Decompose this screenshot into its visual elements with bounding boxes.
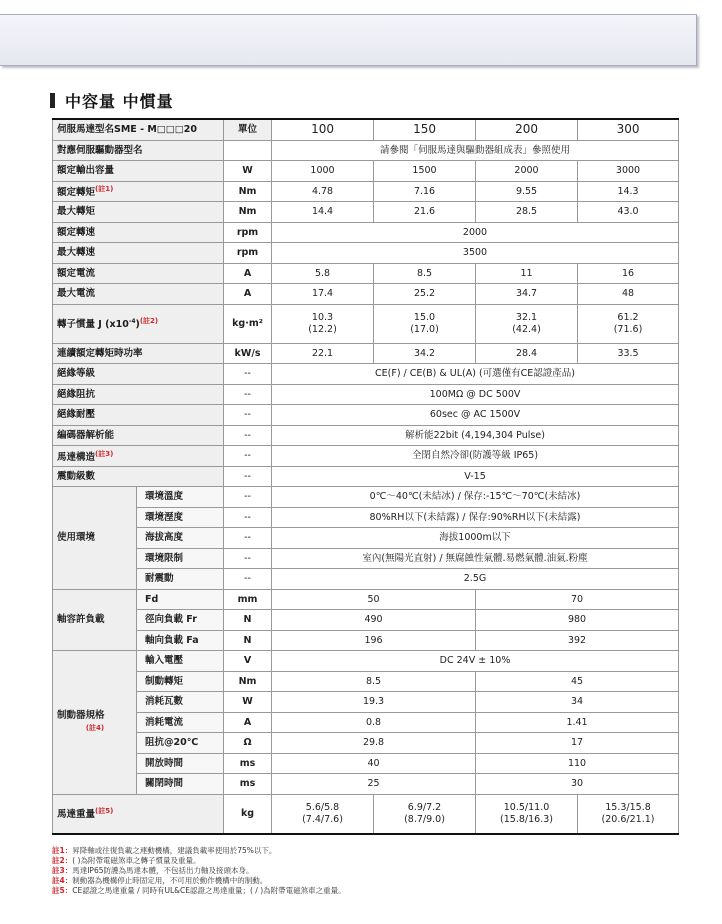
row-label: 最大電流 <box>53 284 224 305</box>
unit-cell: Nm <box>224 181 272 202</box>
unit-cell: rpm <box>224 243 272 264</box>
row-label <box>53 446 224 467</box>
model-label: 伺服馬達型名SME - M□□□20 <box>53 119 224 140</box>
value-cell: 28.5 <box>476 202 578 223</box>
value-cell: 8.5 <box>272 671 476 692</box>
value-cell: 14.3 <box>578 181 679 202</box>
row-label: 絕緣阻抗 <box>53 384 224 405</box>
value-cell: 43.0 <box>578 202 679 223</box>
value-main: 6.9/7.2 <box>407 801 442 813</box>
value-main: 10.5/11.0 <box>503 801 550 813</box>
row-label: 編碼器解析能 <box>53 425 224 446</box>
unit-cell: kg·m² <box>224 304 272 343</box>
row-label-exponent: -4 <box>128 318 136 326</box>
value-cell: 110 <box>476 753 679 774</box>
table-row <box>53 384 679 405</box>
value-cell: DC 24V ± 10% <box>272 651 679 672</box>
value-cell: 8.5 <box>374 263 476 284</box>
footnote-tag: 註1： <box>52 846 73 855</box>
footnote-text: 昇降軸或往復負載之連動機構，建議負載率使用於75%以下。 <box>72 846 277 855</box>
sub-label: 徑向負載 Fr <box>137 610 224 631</box>
value-cell: 48 <box>578 284 679 305</box>
value-brake: (8.7/9.0) <box>404 813 445 825</box>
unit-cell: -- <box>224 364 272 385</box>
table-row <box>53 569 679 590</box>
value-cell <box>272 304 374 343</box>
unit-cell <box>224 140 272 161</box>
sub-label: 關閉時間 <box>137 774 224 795</box>
value-main: 15.3/15.8 <box>605 801 651 813</box>
value-cell: 40 <box>272 753 476 774</box>
value-cell: 70 <box>476 589 679 610</box>
footnote <box>52 886 346 896</box>
table-row <box>53 774 679 795</box>
table-row <box>53 425 679 446</box>
sub-label: 制動轉矩 <box>137 671 224 692</box>
table-row <box>53 651 679 672</box>
value-cell: 25.2 <box>374 284 476 305</box>
note-mark: (註2) <box>139 317 159 326</box>
sub-label: 海拔高度 <box>137 528 224 549</box>
value-cell: 0℃～40℃(未結冰) / 保存:-15℃～70℃(未結冰) <box>272 487 679 508</box>
value-cell: 34.7 <box>476 284 578 305</box>
value-main: 61.2 <box>617 311 639 323</box>
value-cell: 28.4 <box>476 343 578 364</box>
model-col-100: 100 <box>272 119 374 140</box>
row-label-text: 馬達構造 <box>57 451 96 463</box>
value-cell: 30 <box>476 774 679 795</box>
title-marker <box>50 93 55 108</box>
table-row <box>53 202 679 223</box>
value-cell: 9.55 <box>476 181 578 202</box>
sub-label: 輸入電壓 <box>137 651 224 672</box>
table-row <box>53 712 679 733</box>
value-cell: 11 <box>476 263 578 284</box>
footnote <box>52 866 346 876</box>
table-row <box>53 446 679 467</box>
table-header-row <box>53 119 679 140</box>
row-label: 對應伺服驅動器型名 <box>53 140 224 161</box>
sub-label: 消耗電流 <box>137 712 224 733</box>
footnote-text: 馬達IP65防護為馬達本體，不包括出力軸及接頭本身。 <box>72 866 254 875</box>
row-label-text: 馬達重量 <box>57 809 96 821</box>
value-cell <box>578 794 679 834</box>
value-cell: 80%RH以下(未結露) / 保存:90%RH以下(未結露) <box>272 507 679 528</box>
value-cell <box>272 794 374 834</box>
unit-cell: W <box>224 161 272 182</box>
unit-cell: -- <box>224 528 272 549</box>
group-label-text: 制動器規格 <box>57 710 105 722</box>
sub-label: 環境限制 <box>137 548 224 569</box>
footnote-tag: 註5： <box>52 886 73 895</box>
row-label: 最大轉矩 <box>53 202 224 223</box>
unit-cell: A <box>224 263 272 284</box>
row-label-end: ) <box>135 319 140 331</box>
value-cell: 100MΩ @ DC 500V <box>272 384 679 405</box>
value-cell: 21.6 <box>374 202 476 223</box>
unit-cell: -- <box>224 507 272 528</box>
value-cell: 3500 <box>272 243 679 264</box>
value-cell: 4.78 <box>272 181 374 202</box>
unit-cell: -- <box>224 405 272 426</box>
table-row <box>53 528 679 549</box>
table-row <box>53 548 679 569</box>
value-brake: (12.2) <box>308 323 337 335</box>
value-cell: 請參閱「伺服馬達與驅動器組成表」參照使用 <box>272 140 679 161</box>
value-cell: 392 <box>476 630 679 651</box>
sub-label: 開放時間 <box>137 753 224 774</box>
row-label-text: 轉子慣量 J (x10 <box>57 319 129 331</box>
value-cell: 3000 <box>578 161 679 182</box>
table-row <box>53 507 679 528</box>
unit-cell: -- <box>224 548 272 569</box>
value-cell: 2.5G <box>272 569 679 590</box>
value-brake: (20.6/21.1) <box>601 813 655 825</box>
value-cell: 490 <box>272 610 476 631</box>
model-col-200: 200 <box>476 119 578 140</box>
sub-label: 軸向負載 Fa <box>137 630 224 651</box>
row-label: 絕緣等級 <box>53 364 224 385</box>
value-cell: 解析能22bit (4,194,304 Pulse) <box>272 425 679 446</box>
value-cell: 1500 <box>374 161 476 182</box>
note-mark: (註3) <box>95 449 114 458</box>
row-label: 連續額定轉矩時功率 <box>53 343 224 364</box>
unit-cell: Nm <box>224 202 272 223</box>
value-cell: 17.4 <box>272 284 374 305</box>
value-main: 32.1 <box>515 311 538 323</box>
table-row <box>53 671 679 692</box>
footnote-tag: 註3： <box>52 866 73 875</box>
row-label <box>53 794 224 834</box>
unit-cell: Nm <box>224 671 272 692</box>
value-brake: (15.8/16.3) <box>500 813 553 825</box>
unit-cell: -- <box>224 487 272 508</box>
table-row <box>53 405 679 426</box>
row-label: 額定電流 <box>53 263 224 284</box>
value-cell: 50 <box>272 589 476 610</box>
row-label-text: 額定轉矩 <box>57 187 96 199</box>
footnote-text: 制動器為機構停止時固定用，不可用於動作機構中的制動。 <box>72 876 268 885</box>
value-cell <box>578 304 679 343</box>
unit-cell: mm <box>224 589 272 610</box>
table-row <box>53 304 679 343</box>
value-cell: 34.2 <box>374 343 476 364</box>
unit-cell: kg <box>224 794 272 834</box>
unit-cell: -- <box>224 425 272 446</box>
table-row <box>53 343 679 364</box>
footnote-text: CE認證之馬達重量 / 同時有UL&CE認證之馬達重量；( / )為附帶電磁煞車之重量。 <box>72 886 346 895</box>
row-label <box>53 304 224 343</box>
footnote <box>52 876 346 886</box>
footnotes <box>52 846 346 896</box>
value-cell: 全閉自然冷卻(防護等級 IP65) <box>272 446 679 467</box>
row-label: 額定轉速 <box>53 222 224 243</box>
unit-cell: -- <box>224 569 272 590</box>
group-label-environment: 使用環境 <box>53 487 137 590</box>
table-row <box>53 161 679 182</box>
unit-header: 單位 <box>224 119 272 140</box>
section-title <box>50 90 174 110</box>
table-row <box>53 753 679 774</box>
value-cell <box>476 794 578 834</box>
unit-cell: N <box>224 610 272 631</box>
table-row <box>53 733 679 754</box>
note-mark: (註1) <box>95 185 114 194</box>
value-cell: 60sec @ AC 1500V <box>272 405 679 426</box>
sub-label: 環境溫度 <box>137 487 224 508</box>
section-title-text: 中容量 中慣量 <box>65 91 174 111</box>
group-label-shaft-load: 軸容許負載 <box>53 589 137 651</box>
value-cell <box>374 304 476 343</box>
value-cell: 22.1 <box>272 343 374 364</box>
unit-cell: A <box>224 712 272 733</box>
row-label: 震動級數 <box>53 466 224 487</box>
sub-label: 環境溼度 <box>137 507 224 528</box>
value-main: 5.6/5.8 <box>305 801 340 813</box>
value-cell <box>476 304 578 343</box>
table-row <box>53 140 679 161</box>
table-row <box>53 364 679 385</box>
value-cell: 2000 <box>272 222 679 243</box>
table-row <box>53 692 679 713</box>
table-row <box>53 630 679 651</box>
unit-cell: kW/s <box>224 343 272 364</box>
table-row <box>53 589 679 610</box>
value-brake: (7.4/7.6) <box>302 813 343 825</box>
value-cell: 1.41 <box>476 712 679 733</box>
unit-cell: -- <box>224 384 272 405</box>
value-main: 15.0 <box>413 311 436 323</box>
header-band <box>0 14 697 66</box>
value-cell: 0.8 <box>272 712 476 733</box>
value-cell: 196 <box>272 630 476 651</box>
value-cell: 34 <box>476 692 679 713</box>
unit-cell: N <box>224 630 272 651</box>
value-brake: (17.0) <box>410 323 439 335</box>
row-label: 最大轉速 <box>53 243 224 264</box>
table-row <box>53 794 679 834</box>
unit-cell: -- <box>224 466 272 487</box>
spec-table <box>52 118 679 835</box>
model-col-150: 150 <box>374 119 476 140</box>
footnote-tag: 註2： <box>52 856 73 865</box>
value-cell: CE(F) / CE(B) & UL(A) (可選僅有CE認證產品) <box>272 364 679 385</box>
table-row <box>53 610 679 631</box>
unit-cell: -- <box>224 446 272 467</box>
group-label-brake <box>53 651 137 795</box>
value-brake: (42.4) <box>512 323 541 335</box>
value-cell: 7.16 <box>374 181 476 202</box>
unit-cell: ms <box>224 753 272 774</box>
table-row <box>53 487 679 508</box>
value-cell: V-15 <box>272 466 679 487</box>
unit-cell: A <box>224 284 272 305</box>
value-cell: 33.5 <box>578 343 679 364</box>
value-cell: 14.4 <box>272 202 374 223</box>
value-cell: 海拔1000m以下 <box>272 528 679 549</box>
value-cell: 25 <box>272 774 476 795</box>
footnote-tag: 註4： <box>52 876 73 885</box>
unit-cell: ms <box>224 774 272 795</box>
row-label: 絕緣耐壓 <box>53 405 224 426</box>
unit-cell: Ω <box>224 733 272 754</box>
table-row <box>53 243 679 264</box>
value-main: 10.3 <box>311 311 334 323</box>
unit-cell: rpm <box>224 222 272 243</box>
note-mark: (註4) <box>85 724 105 733</box>
table-row <box>53 181 679 202</box>
table-row <box>53 222 679 243</box>
footnote <box>52 846 346 856</box>
value-cell: 45 <box>476 671 679 692</box>
footnote <box>52 856 346 866</box>
value-cell: 16 <box>578 263 679 284</box>
value-cell: 29.8 <box>272 733 476 754</box>
sub-label: 消耗瓦數 <box>137 692 224 713</box>
value-cell: 17 <box>476 733 679 754</box>
value-cell: 980 <box>476 610 679 631</box>
value-cell <box>374 794 476 834</box>
value-cell: 2000 <box>476 161 578 182</box>
sub-label: Fd <box>137 589 224 610</box>
model-col-300: 300 <box>578 119 679 140</box>
unit-cell: V <box>224 651 272 672</box>
table-row <box>53 263 679 284</box>
sub-label: 阻抗@20℃ <box>137 733 224 754</box>
footnote-text: ( )為附帶電磁煞車之轉子慣量及重量。 <box>72 856 201 865</box>
note-mark: (註5) <box>95 807 114 816</box>
value-cell: 1000 <box>272 161 374 182</box>
sub-label: 耐震動 <box>137 569 224 590</box>
value-cell: 5.8 <box>272 263 374 284</box>
row-label <box>53 181 224 202</box>
value-cell: 19.3 <box>272 692 476 713</box>
unit-cell: W <box>224 692 272 713</box>
row-label: 額定輸出容量 <box>53 161 224 182</box>
value-cell: 室內(無陽光直射) / 無腐蝕性氣體.易燃氣體.油氣.粉塵 <box>272 548 679 569</box>
value-brake: (71.6) <box>613 323 643 335</box>
table-row <box>53 466 679 487</box>
table-row <box>53 284 679 305</box>
